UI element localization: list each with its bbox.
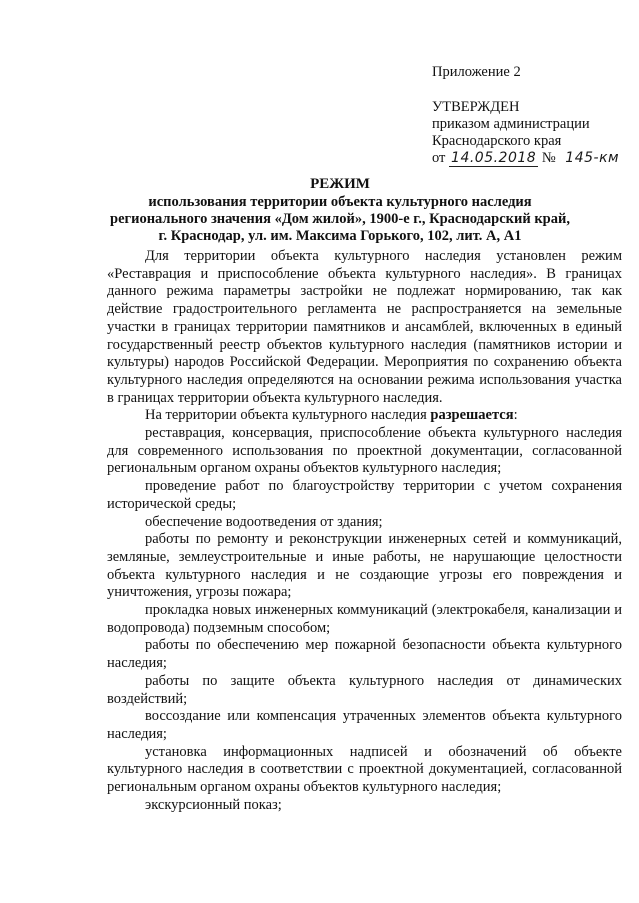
list-item: прокладка новых инженерных коммуникаций (электрокабеля, канализации и водопровода) подземным способом; xyxy=(107,602,622,636)
from-label: от xyxy=(432,150,446,166)
allowed-suffix: : xyxy=(513,407,518,424)
list-item: реставрация, консервация, приспособление объекта культурного наследия для современного использования по проектной документации, согласованной региональным органом охраны объектов культурного наследия; xyxy=(107,425,622,477)
approval-region-line: Краснодарского края xyxy=(432,133,562,149)
number-sign: № xyxy=(541,150,556,166)
document-title xyxy=(60,176,620,245)
handwritten-date: 14.05.2018 xyxy=(451,150,537,166)
intro-paragraph: Для территории объекта культурного наследия установлен режим «Реставрация и приспособление объекта культурного наследия». В границах данного режима параметры застройки не подлежат нормированию, так как действие градостроительного регламента не распространяется на земельные участки в границах территории памятников и ансамблей, включенных в единый государственный реестр объектов культурного наследия (памятников истории и культуры) народов Российской Федерации. Мероприятия по сохранению объекта культурного наследия определяются на основании режима использования участка в границах территории объекта культурного наследия. xyxy=(107,248,622,406)
appendix-label: Приложение 2 xyxy=(432,64,521,80)
approved-label: УТВЕРЖДЕН xyxy=(432,99,520,115)
handwritten-number: 145-км xyxy=(565,150,620,166)
document-body xyxy=(107,248,622,815)
list-item: воссоздание или компенсация утраченных элементов объекта культурного наследия; xyxy=(107,708,622,742)
approval-block xyxy=(432,64,632,167)
title-heading: РЕЖИМ xyxy=(310,176,370,192)
allowed-heading xyxy=(107,407,622,425)
list-item: работы по ремонту и реконструкции инженерных сетей и коммуникаций, земляные, землеустроительные и иные работы, не нарушающие целостности объекта культурного наследия и не создающие угрозы его повреждения и уничтожения, угрозы пожара; xyxy=(107,531,622,601)
approval-order-line: приказом администрации xyxy=(432,116,590,132)
allowed-word: разрешается xyxy=(430,407,514,424)
list-item: работы по защите объекта культурного наследия от динамических воздействий; xyxy=(107,672,622,707)
list-item: проведение работ по благоустройству территории с учетом сохранения исторической среды; xyxy=(107,478,622,512)
title-line-2: регионального значения «Дом жилой», 1900-е г., Краснодарский край, xyxy=(110,211,570,227)
title-line-3: г. Краснодар, ул. им. Максима Горького, 102, лит. А, А1 xyxy=(158,228,522,244)
allowed-prefix: На территории объекта культурного наследия xyxy=(145,407,431,424)
title-line-1: использования территории объекта культурного наследия xyxy=(148,194,532,210)
list-item: установка информационных надписей и обозначений об объекте культурного наследия в соответствии с проектной документацией, согласованной региональным органом охраны объектов культурного наследия; xyxy=(107,743,622,796)
list-item: экскурсионный показ; xyxy=(145,796,282,813)
list-item: обеспечение водоотведения от здания; xyxy=(145,513,383,530)
approval-date-line xyxy=(432,150,632,167)
list-item: работы по обеспечению мер пожарной безопасности объекта культурного наследия; xyxy=(107,637,622,672)
